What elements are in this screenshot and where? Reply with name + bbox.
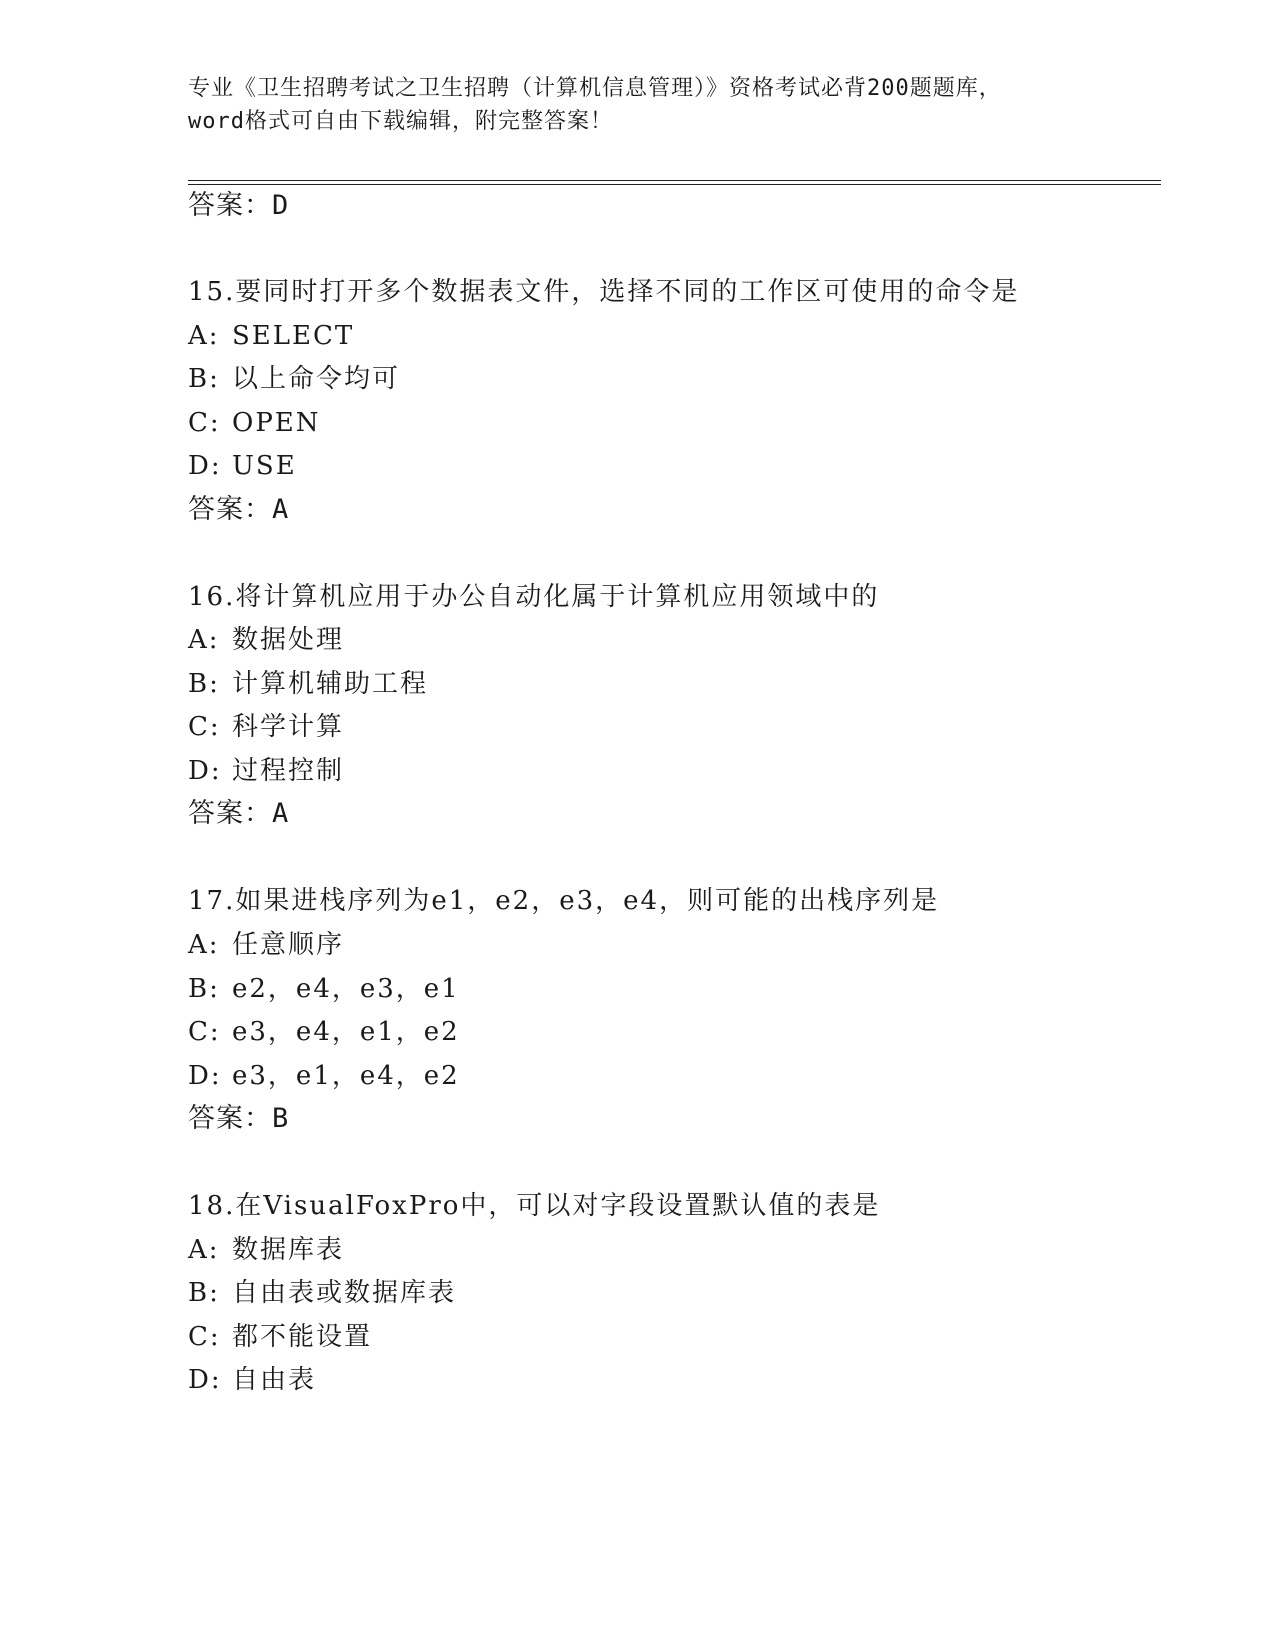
question-stem-17: 17.如果进栈序列为e1，e2，e3，e4，则可能的出栈序列是: [188, 886, 940, 916]
option-text: 都不能设置: [232, 1322, 373, 1352]
option-17-d: [188, 1060, 460, 1092]
option-letter: D:: [188, 451, 222, 481]
question-stem-18: 18.在VisualFoxPro中，可以对字段设置默认值的表是: [188, 1191, 881, 1221]
option-letter: B:: [188, 669, 220, 699]
option-letter: C:: [188, 712, 221, 742]
option-15-d: [188, 450, 297, 482]
option-letter: A:: [188, 321, 220, 351]
option-text: 数据处理: [232, 625, 345, 655]
option-text: e3，e4，e1，e2: [232, 1017, 460, 1047]
option-text: SELECT: [232, 321, 355, 351]
option-18-b: [188, 1277, 456, 1309]
header-line-2: word格式可自由下载编辑，附完整答案！: [188, 109, 613, 134]
option-text: OPEN: [232, 408, 321, 438]
question-stem-15: 15.要同时打开多个数据表文件，选择不同的工作区可使用的命令是: [188, 277, 1020, 307]
header-line-1: 专业《卫生招聘考试之卫生招聘（计算机信息管理）》资格考试必背200题题库，: [188, 76, 1002, 101]
option-15-b: [188, 363, 400, 395]
option-18-a: [188, 1234, 344, 1266]
option-18-c: [188, 1321, 372, 1353]
option-15-c: [188, 407, 321, 439]
option-16-c: [188, 711, 344, 743]
answer-value: A: [272, 494, 290, 525]
option-text: 计算机辅助工程: [232, 669, 429, 699]
header-divider-top: [188, 180, 1161, 181]
option-letter: B:: [188, 1278, 220, 1308]
option-text: e2，e4，e3，e1: [232, 974, 460, 1004]
answer-value: A: [272, 798, 290, 829]
option-letter: C:: [188, 408, 221, 438]
option-17-a: [188, 929, 344, 961]
option-text: e3，e1，e4，e2: [232, 1061, 460, 1091]
option-text: 过程控制: [232, 756, 345, 786]
answer-value: D: [272, 190, 290, 221]
option-16-b: [188, 668, 428, 700]
answer-label: 答案：: [188, 494, 272, 525]
option-text: USE: [232, 451, 297, 481]
option-letter: B:: [188, 364, 220, 394]
option-text: 自由表或数据库表: [232, 1278, 457, 1308]
option-letter: A:: [188, 625, 220, 655]
option-15-a: [188, 320, 354, 352]
answer-label: 答案：: [188, 798, 272, 829]
document-header: [188, 72, 1088, 138]
header-divider-bottom: [188, 184, 1161, 185]
option-16-d: [188, 755, 344, 787]
option-letter: B:: [188, 974, 220, 1004]
option-letter: A:: [188, 930, 220, 960]
option-text: 数据库表: [232, 1235, 345, 1265]
answer-label: 答案：: [188, 1103, 272, 1134]
option-letter: C:: [188, 1017, 221, 1047]
option-17-c: [188, 1016, 460, 1048]
answer-line-15: [188, 494, 289, 526]
question-stem-16: 16.将计算机应用于办公自动化属于计算机应用领域中的: [188, 582, 880, 612]
option-text: 自由表: [232, 1365, 317, 1395]
option-text: 以上命令均可: [232, 364, 401, 394]
option-letter: D:: [188, 1061, 222, 1091]
option-letter: D:: [188, 756, 222, 786]
answer-value: B: [272, 1103, 290, 1134]
answer-line-prev: [188, 190, 289, 222]
option-text: 科学计算: [232, 712, 345, 742]
option-text: 任意顺序: [232, 930, 345, 960]
option-18-d: [188, 1364, 316, 1396]
answer-line-17: [188, 1103, 289, 1135]
answer-label: 答案：: [188, 190, 272, 221]
option-letter: C:: [188, 1322, 221, 1352]
answer-line-16: [188, 798, 289, 830]
option-17-b: [188, 973, 460, 1005]
option-letter: A:: [188, 1235, 220, 1265]
option-16-a: [188, 624, 344, 656]
option-letter: D:: [188, 1365, 222, 1395]
